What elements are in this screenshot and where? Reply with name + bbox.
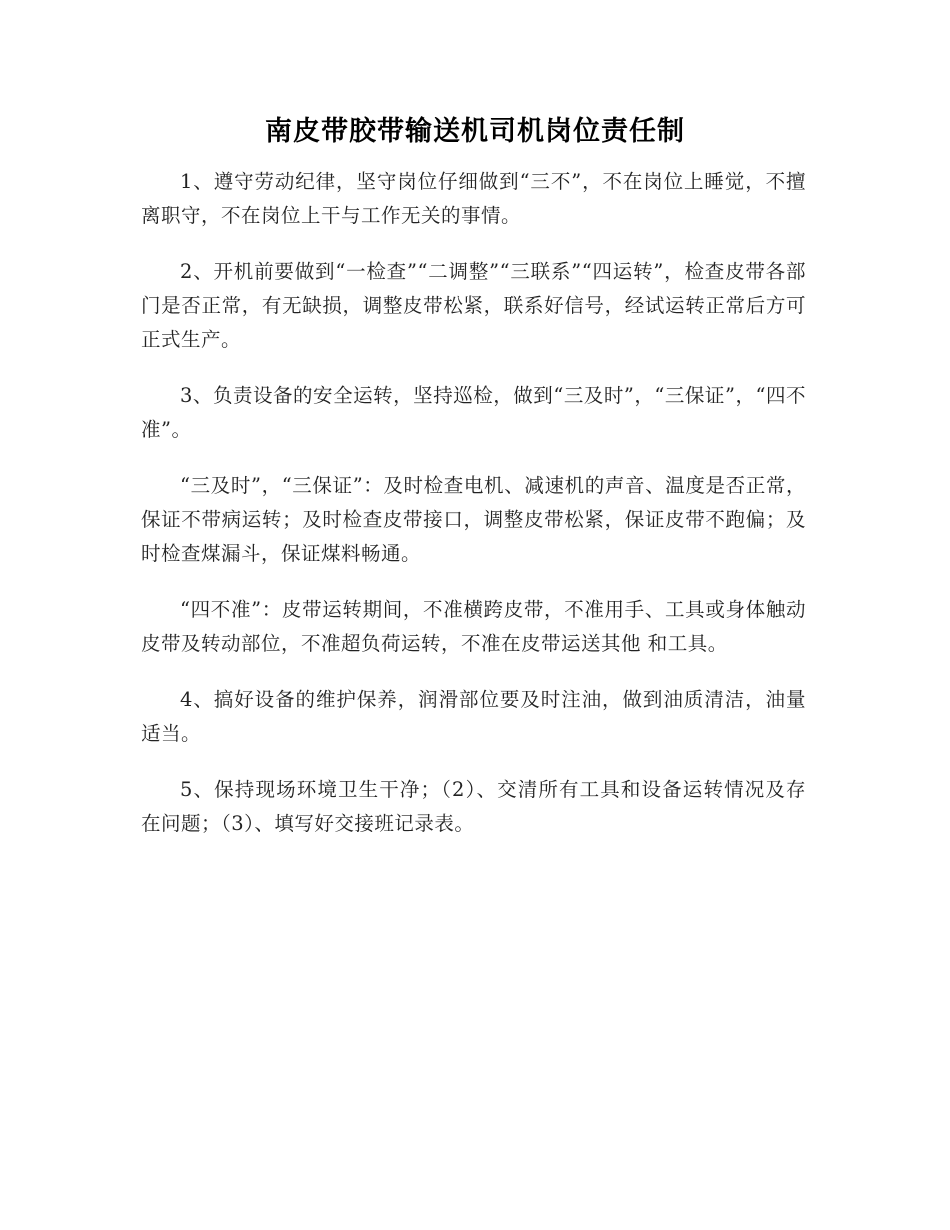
- paragraph-3-detail-a: “三及时”，“三保证”：及时检查电机、减速机的声音、温度是否正常，保证不带病运转；及时检查皮带接口，调整皮带松紧，保证皮带不跑偏；及时检查煤漏斗，保证煤料畅通。: [141, 474, 806, 565]
- document-title: 南皮带胶带输送机司机岗位责任制: [265, 116, 685, 147]
- paragraph-4: 4、搞好设备的维护保养，润滑部位要及时注油，做到油质清洁，油量适当。: [141, 688, 806, 745]
- paragraph-1: 1、遵守劳动纪律，坚守岗位仔细做到“三不”，不在岗位上睡觉，不擅离职守，不在岗位上干与工作无关的事情。: [141, 170, 806, 227]
- paragraph-3-detail-b: “四不准”：皮带运转期间，不准横跨皮带，不准用手、工具或身体触动皮带及转动部位，不准超负荷运转，不准在皮带运送其他 和工具。: [141, 598, 806, 655]
- paragraph-5: 5、保持现场环境卫生干净；（2）、交清所有工具和设备运转情况及存在问题；（3）、填写好交接班记录表。: [141, 778, 806, 835]
- paragraph-3: 3、负责设备的安全运转，坚持巡检，做到“三及时”，“三保证”，“四不准”。: [141, 384, 806, 441]
- document-body: [141, 165, 806, 863]
- paragraph-2: 2、开机前要做到“一检查”“二调整”“三联系”“四运转”，检查皮带各部门是否正常，有无缺损，调整皮带松紧，联系好信号，经试运转正常后方可正式生产。: [141, 260, 806, 351]
